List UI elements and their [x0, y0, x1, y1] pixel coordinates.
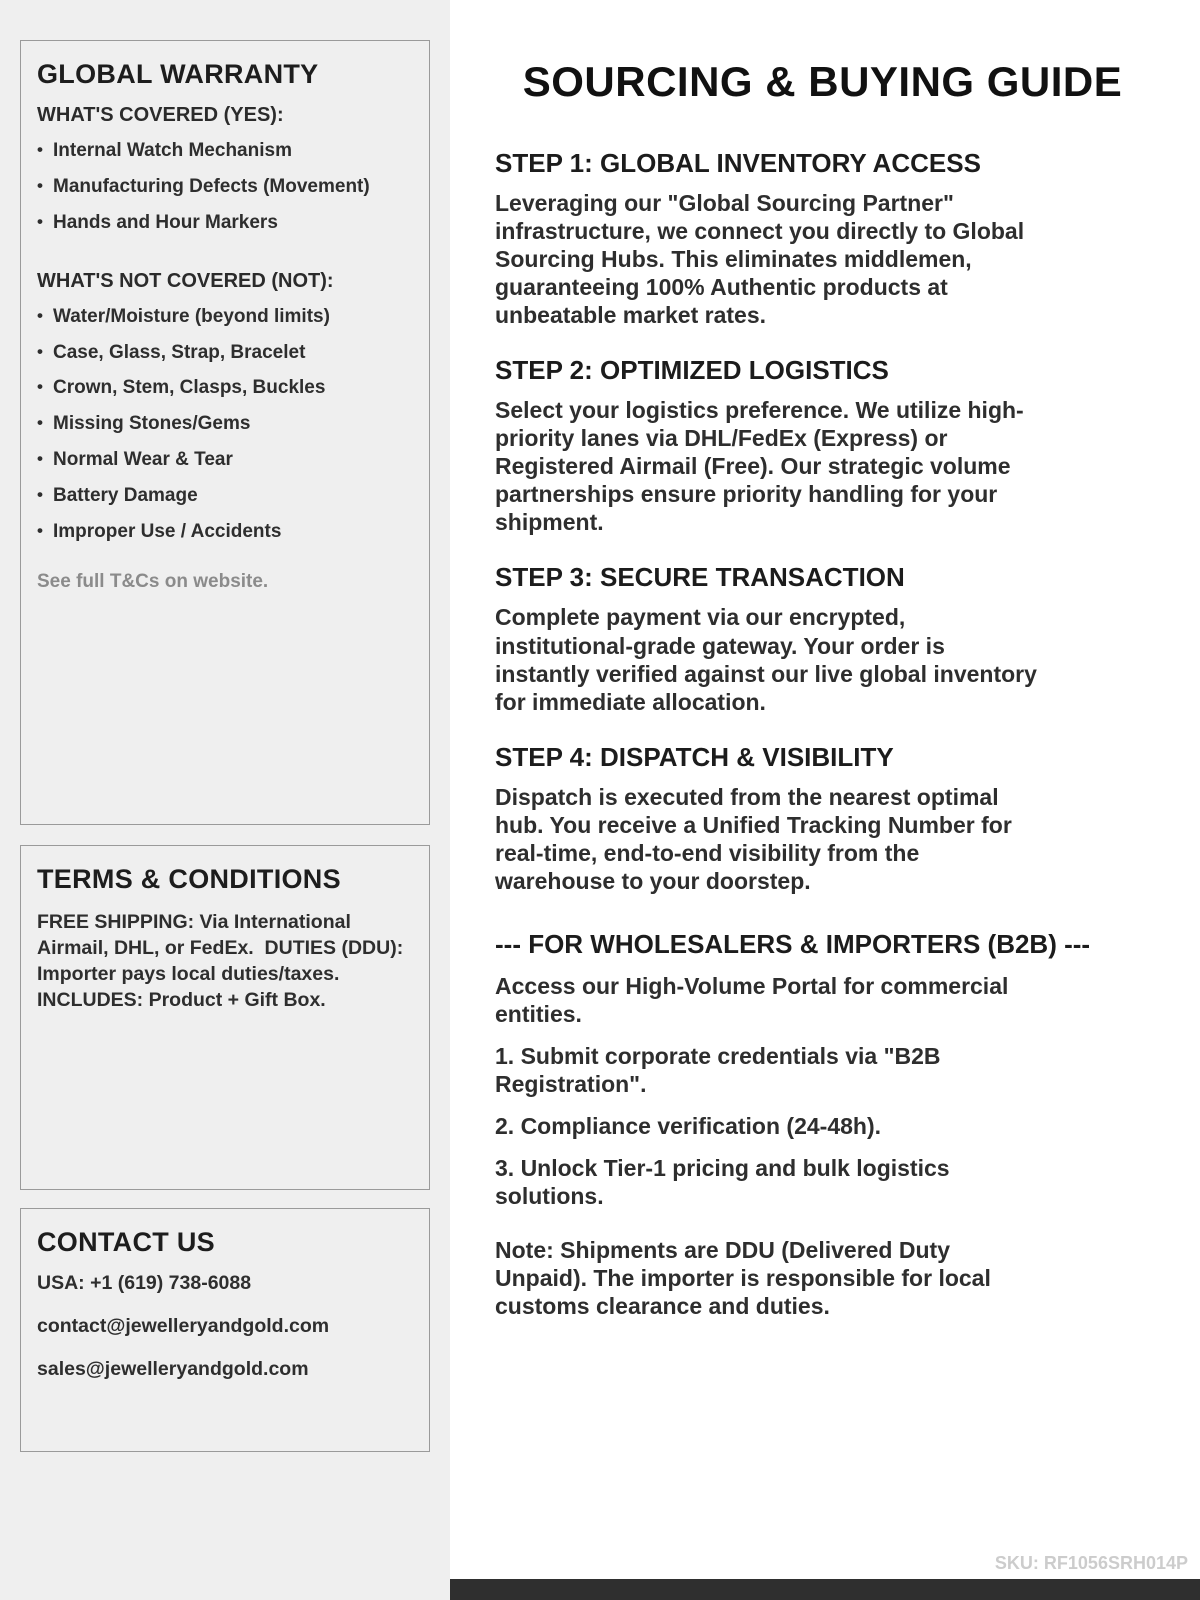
b2b-intro: Access our High-Volume Portal for commercial entities. [495, 972, 1009, 1027]
list-item: • Improper Use / Accidents [37, 522, 413, 543]
sku-label: SKU: RF1056SRH014P [994, 1553, 1188, 1573]
contact-title: CONTACT US [37, 1227, 215, 1257]
global-warranty-box [20, 40, 430, 825]
terms-box [20, 845, 430, 1190]
step-3-heading: STEP 3: SECURE TRANSACTION [495, 562, 905, 593]
step-4-heading: STEP 4: DISPATCH & VISIBILITY [495, 741, 894, 772]
step-1-body: Leveraging our "Global Sourcing Partner" infrastructure, we connect you directly to Global Sourcing Hubs. This eliminates middlemen, guaranteeing 100% Authentic products at unbeatable market rates. [495, 190, 1025, 329]
list-item: • Normal Wear & Tear [37, 450, 413, 471]
contact-email: contact@jewelleryandgold.com [37, 1315, 330, 1337]
step-2-heading: STEP 2: OPTIMIZED LOGISTICS [495, 355, 889, 386]
not-covered-title: WHAT'S NOT COVERED (NOT): [37, 269, 334, 292]
b2b-section [495, 929, 1150, 1320]
contact-phone: USA: +1 (619) 738-6088 [37, 1272, 252, 1294]
covered-title: WHAT'S COVERED (YES): [37, 104, 284, 126]
list-item: • Hands and Hour Markers [37, 213, 413, 234]
step-2-body: Select your logistics preference. We utilize high-priority lanes via DHL/FedEx (Express) or Registered Airmail (Free). Our strategic volume partnerships ensure priority handling for your shipment. [495, 397, 1024, 536]
step-4 [495, 742, 1150, 895]
b2b-item-1: 1. Submit corporate credentials via "B2B Registration". [495, 1042, 941, 1097]
step-4-body: Dispatch is executed from the nearest optimal hub. You receive a Unified Tracking Number for real-time, end-to-end visibility from the warehouse to your doorstep. [495, 783, 1012, 894]
warranty-title: GLOBAL WARRANTY [37, 59, 319, 89]
terms-title: TERMS & CONDITIONS [37, 864, 341, 894]
step-2 [495, 355, 1150, 536]
b2b-item-3: 3. Unlock Tier-1 pricing and bulk logistics solutions. [495, 1155, 950, 1210]
b2b-heading: --- FOR WHOLESALERS & IMPORTERS (B2B) --- [495, 928, 1091, 959]
step-1-heading: STEP 1: GLOBAL INVENTORY ACCESS [495, 148, 981, 178]
step-3 [495, 562, 1150, 715]
list-item: • Manufacturing Defects (Movement) [37, 177, 413, 198]
contact-box [20, 1208, 430, 1452]
list-item: • Missing Stones/Gems [37, 414, 413, 435]
list-item: • Crown, Stem, Clasps, Buckles [37, 378, 413, 399]
b2b-note: Note: Shipments are DDU (Delivered Duty Unpaid). The importer is responsible for local customs clearance and duties. [495, 1237, 991, 1320]
main-content [450, 0, 1200, 1600]
step-1 [495, 148, 1150, 329]
b2b-item-2: 2. Compliance verification (24-48h). [495, 1113, 882, 1140]
contact-email-sales: sales@jewelleryandgold.com [37, 1358, 309, 1380]
list-item: • Water/Moisture (beyond limits) [37, 307, 413, 328]
footer-bar [450, 1579, 1200, 1600]
terms-body: FREE SHIPPING: Via International Airmail, DHL, or FedEx. DUTIES (DDU): Importer pays local duties/taxes. INCLUDES: Product + Gift Box. [37, 911, 409, 1012]
step-3-body: Complete payment via our encrypted, institutional-grade gateway. Your order is instantly verified against our live global inventory for immediate allocation. [495, 604, 1037, 715]
warranty-footnote: See full T&Cs on website. [37, 570, 269, 592]
covered-list [37, 141, 413, 234]
list-item: • Battery Damage [37, 486, 413, 507]
not-covered-list [37, 307, 413, 543]
page-title: SOURCING & BUYING GUIDE [522, 58, 1123, 105]
sidebar [0, 0, 450, 1600]
list-item: • Case, Glass, Strap, Bracelet [37, 343, 413, 364]
list-item: • Internal Watch Mechanism [37, 141, 413, 162]
